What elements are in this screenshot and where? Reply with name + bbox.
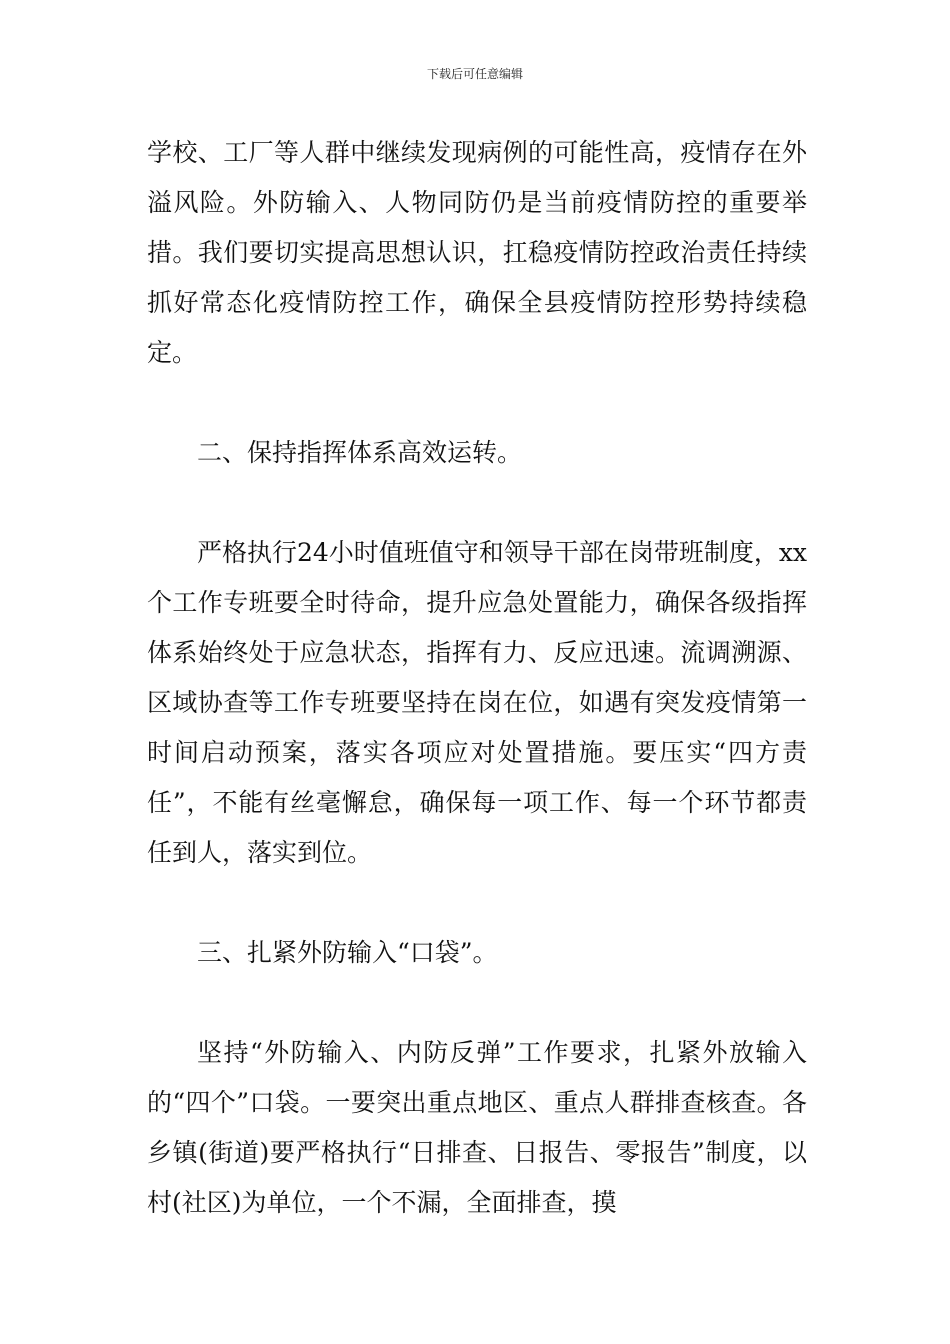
section-heading-2: 二、保持指挥体系高效运转。: [197, 438, 523, 467]
paragraph-continuation: 学校、工厂等人群中继续发现病例的可能性高，疫情存在外溢风险。外防输入、人物同防仍是当前疫情防控的重要举措。我们要切实提高思想认识，扛稳疫情防控政治责任持续抓好常态化疫情防控工作，确保全县疫情防控形势持续稳定。: [147, 138, 807, 367]
paragraph-external-prevention: 坚持“外防输入、内防反弹”工作要求，扎紧外放输入的“四个”口袋。一要突出重点地区、重点人群排查核查。各乡镇(街道)要严格执行“日排查、日报告、零报告”制度，以村(社区)为单位，一个不漏，全面排查，摸: [147, 1038, 807, 1217]
page-header: 下载后可任意编辑: [426, 67, 523, 81]
paragraph-gap: [147, 878, 807, 928]
section-heading-3: 三、扎紧外防输入“口袋”。: [197, 938, 498, 967]
paragraph-gap: [147, 378, 807, 428]
paragraph-gap: [147, 978, 807, 1028]
document-body: [147, 128, 807, 1228]
paragraph-command-system: 严格执行24小时值班值守和领导干部在岗带班制度，xx个工作专班要全时待命，提升应急处置能力，确保各级指挥体系始终处于应急状态，指挥有力、反应迅速。流调溯源、区域协查等工作专班要坚持在岗在位，如遇有突发疫情第一时间启动预案，落实各项应对处置措施。要压实“四方责任”，不能有丝毫懈怠，确保每一项工作、每一个环节都责任到人，落实到位。: [147, 538, 808, 867]
paragraph-gap: [147, 478, 807, 528]
